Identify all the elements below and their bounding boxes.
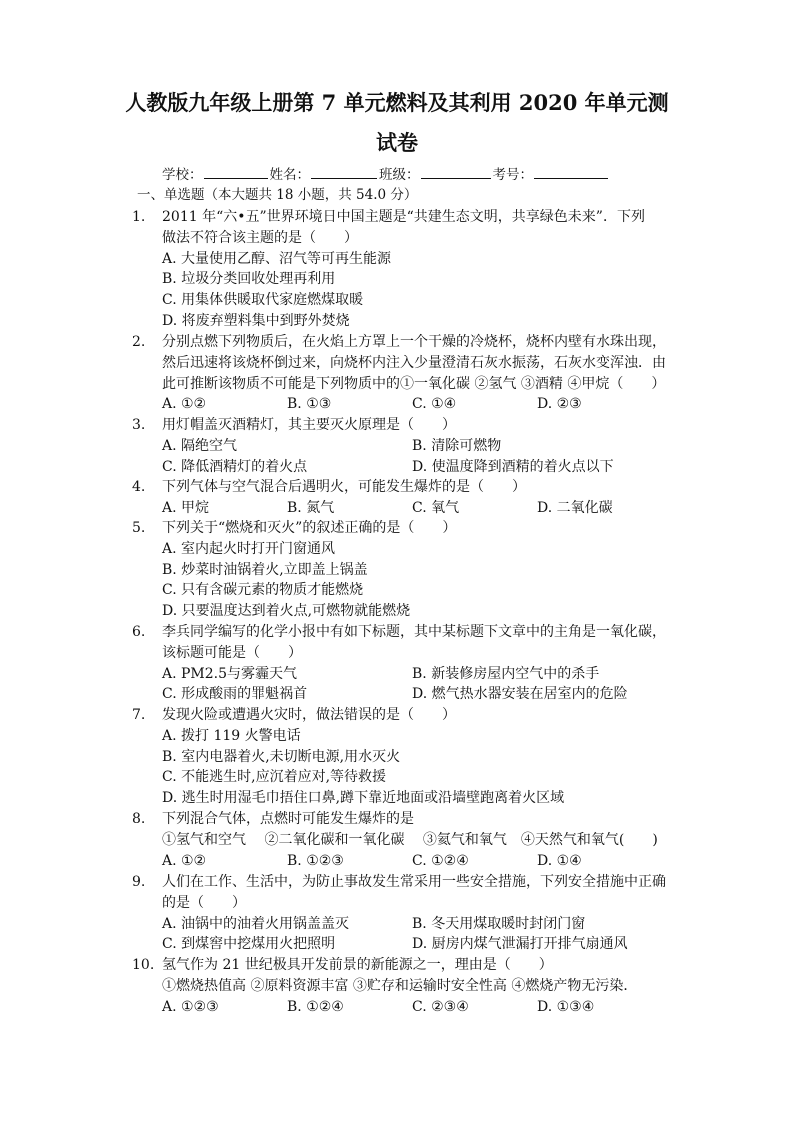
- option-a: A. PM2.5与雾霾天气: [162, 665, 298, 682]
- option-d: D. 只要温度达到着火点,可燃物就能燃烧: [162, 603, 411, 620]
- question-number: 2.: [132, 334, 146, 350]
- section-title: 一、单选题（本大题共 18 小题，共 54.0 分）: [137, 187, 418, 203]
- option-d: D. 将废弃塑料集中到野外焚烧: [162, 312, 350, 329]
- question-line: 人们在工作、生活中，为防止事故发生常采用一些安全措施，下列安全措施中正确: [162, 874, 666, 890]
- option-c: C. ②③④: [412, 998, 469, 1015]
- option-d: D. 二氧化碳: [537, 499, 613, 516]
- question-line: 此可推断该物质不可能是下列物质中的①一氧化碳 ②氢气 ③酒精 ④甲烷（ ）: [162, 375, 666, 392]
- question-line: ①氢气和空气 ②二氧化碳和一氧化碳 ③氦气和氧气 ④天然气和氧气( ): [162, 831, 658, 848]
- question-9: [132, 872, 672, 955]
- option-b: B. 室内电器着火,未切断电源,用水灭火: [162, 748, 401, 765]
- question-4: [132, 477, 672, 519]
- question-line: ①燃烧热值高 ②原料资源丰富 ③贮存和运输时安全性高 ④燃烧产物无污染．: [162, 977, 638, 994]
- question-number: 6.: [132, 624, 146, 640]
- question-line: 李兵同学编写的化学小报中有如下标题，其中某标题下文章中的主角是一氧化碳，: [162, 624, 666, 640]
- name-blank: [311, 165, 377, 179]
- question-2: [132, 332, 672, 415]
- question-number: 9.: [132, 874, 146, 890]
- option-d: D. 燃气热水器安装在居室内的危险: [412, 686, 628, 703]
- option-c: C. 用集体供暖取代家庭燃煤取暖: [162, 292, 364, 309]
- option-a: A. 隔绝空气: [162, 437, 238, 454]
- school-label: 学校：: [162, 167, 203, 183]
- question-number: 8.: [132, 811, 146, 827]
- option-b: B. 氮气: [287, 499, 335, 516]
- question-line: 下列混合气体，点燃时可能发生爆炸的是: [162, 811, 414, 827]
- question-line: 然后迅速将该烧杯倒过来，向烧杯内注入少量澄清石灰水振荡，石灰水变浑浊．由: [162, 354, 666, 371]
- option-c: C. 形成酸雨的罪魁祸首: [162, 686, 308, 703]
- option-b: B. 垃圾分类回收处理再利用: [162, 271, 336, 288]
- option-a: A. ①②③: [162, 998, 219, 1015]
- class-label: 班级：: [379, 167, 420, 183]
- question-1: [132, 207, 672, 332]
- option-d: D. 使温度降到酒精的着火点以下: [412, 458, 614, 475]
- option-c: C. 不能逃生时,应沉着应对,等待救援: [162, 769, 387, 786]
- question-5: [132, 518, 672, 622]
- option-d: D. ①③④: [537, 998, 595, 1015]
- option-a: A. 拨打 119 火警电话: [162, 727, 301, 744]
- option-a: A. ①②: [162, 852, 207, 869]
- question-line: 分别点燃下列物质后，在火焰上方罩上一个干燥的冷烧杯，烧杯内壁有水珠出现，: [162, 334, 666, 350]
- option-a: A. 大量使用乙醇、沼气等可再生能源: [162, 250, 392, 267]
- option-a: A. ①②: [162, 396, 207, 413]
- option-b: B. ①②③: [287, 852, 344, 869]
- student-info-row: [162, 165, 610, 184]
- option-b: B. 清除可燃物: [412, 437, 502, 454]
- question-line: 做法不符合该主题的是（ ）: [162, 229, 358, 246]
- question-10: [132, 955, 672, 1017]
- option-c: C. 只有含碳元素的物质才能燃烧: [162, 582, 364, 599]
- question-line: 发现火险或遭遇火灾时，做法错误的是（ ）: [162, 707, 456, 723]
- question-number: 7.: [132, 707, 146, 723]
- exam-no-blank: [534, 165, 608, 179]
- option-c: C. ①④: [412, 396, 457, 413]
- exam-title-line1: 人教版九年级上册第 7 单元燃料及其利用 2020 年单元测: [125, 90, 669, 115]
- question-line: 下列关于“燃烧和灭火”的叙述正确的是（ ）: [162, 520, 457, 536]
- question-number: 10.: [132, 957, 155, 973]
- question-line: 用灯帽盖灭酒精灯，其主要灭火原理是（ ）: [162, 417, 456, 433]
- question-number: 4.: [132, 479, 146, 495]
- option-c: C. 降低酒精灯的着火点: [162, 458, 308, 475]
- option-c: C. 氧气: [412, 499, 460, 516]
- question-number: 1.: [132, 209, 146, 225]
- option-c: C. ①②④: [412, 852, 469, 869]
- option-b: B. ①②④: [287, 998, 344, 1015]
- school-blank: [204, 165, 268, 179]
- option-a: A. 油锅中的油着火用锅盖盖灭: [162, 915, 350, 932]
- question-8: [132, 809, 672, 871]
- option-b: B. 冬天用煤取暖时封闭门窗: [412, 915, 586, 932]
- question-line: 氢气作为 21 世纪极具开发前景的新能源之一，理由是（ ）: [162, 957, 553, 973]
- question-line: 2011 年“六•五”世界环境日中国主题是“共建生态文明，共享绿色未来”．下列: [162, 209, 645, 225]
- question-6: [132, 622, 672, 705]
- option-b: B. 炒菜时油锅着火,立即盖上锅盖: [162, 561, 368, 578]
- option-d: D. ①④: [537, 852, 582, 869]
- question-number: 3.: [132, 417, 146, 433]
- exam-title-line2: 试卷: [376, 130, 418, 155]
- class-blank: [421, 165, 491, 179]
- question-line: 该标题可能是（ ）: [162, 644, 302, 661]
- option-a: A. 室内起火时打开门窗通风: [162, 540, 336, 557]
- question-line: 的是（ ）: [162, 894, 246, 911]
- option-d: D. ②③: [537, 396, 582, 413]
- question-line: 下列气体与空气混合后遇明火，可能发生爆炸的是（ ）: [162, 479, 526, 495]
- option-c: C. 到煤窖中挖煤用火把照明: [162, 936, 336, 953]
- name-label: 姓名：: [269, 167, 310, 183]
- question-7: [132, 705, 672, 809]
- option-d: D. 逃生时用湿毛巾捂住口鼻,蹲下靠近地面或沿墙壁跑离着火区域: [162, 790, 565, 807]
- question-number: 5.: [132, 520, 146, 536]
- question-3: [132, 415, 672, 477]
- option-d: D. 厨房内煤气泄漏打开排气扇通风: [412, 936, 628, 953]
- option-a: A. 甲烷: [162, 499, 210, 516]
- exam-no-label: 考号：: [492, 167, 533, 183]
- option-b: B. ①③: [287, 396, 332, 413]
- option-b: B. 新装修房屋内空气中的杀手: [412, 665, 600, 682]
